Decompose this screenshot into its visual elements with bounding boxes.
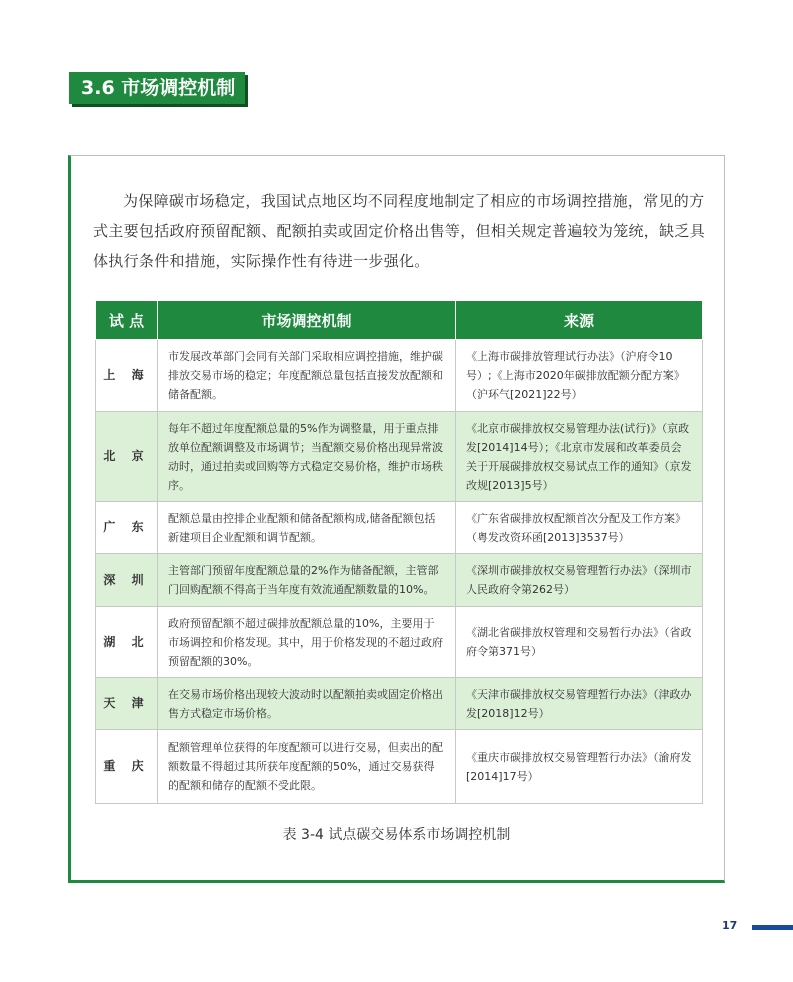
mechanism-cell: 政府预留配额不超过碳排放配额总量的10%，主要用于市场调控和价格发现。其中，用于价格发现的不超过政府预留配额的30%。 (158, 607, 456, 678)
header-pilot: 试 点 (96, 301, 158, 340)
mechanism-cell: 在交易市场价格出现较大波动时以配额拍卖或固定价格出售方式稳定市场价格。 (158, 678, 456, 730)
pilot-cell: 北 京 (96, 412, 158, 502)
pilot-cell: 广 东 (96, 502, 158, 554)
pilot-cell: 上 海 (96, 340, 158, 412)
table-row (96, 554, 703, 607)
mechanism-cell: 配额总量由控排企业配额和储备配额构成,储备配额包括新建项目企业配额和调节配额。 (158, 502, 456, 554)
pilot-cell: 深 圳 (96, 554, 158, 607)
table-caption: 表 3-4 试点碳交易体系市场调控机制 (282, 827, 511, 843)
mechanism-cell: 市发展改革部门会同有关部门采取相应调控措施，维护碳排放交易市场的稳定；年度配额总量包括直接发放配额和储备配额。 (158, 340, 456, 412)
intro-paragraph: 为保障碳市场稳定，我国试点地区均不同程度地制定了相应的市场调控措施，常见的方式主要包括政府预留配额、配额拍卖或固定价格出售等，但相关规定普遍较为笼统，缺乏具体执行条件和措施，实际操作性有待进一步强化。 (93, 192, 706, 270)
source-cell: 《重庆市碳排放权交易管理暂行办法》（渝府发[2014]17号） (456, 730, 703, 804)
pilot-cell: 湖 北 (96, 607, 158, 678)
source-cell: 《北京市碳排放权交易管理办法(试行)》（京政发[2014]14号）；《北京市发展和改革委员会关于开展碳排放权交易试点工作的通知》（京发改规[2013]5号） (456, 412, 703, 502)
source-cell: 《天津市碳排放权交易管理暂行办法》（津政办发[2018]12号） (456, 678, 703, 730)
header-source: 来源 (456, 301, 703, 340)
control-mechanism-table (95, 300, 703, 804)
table-row (96, 607, 703, 678)
pilot-cell: 天 津 (96, 678, 158, 730)
table-row (96, 340, 703, 412)
table-row (96, 502, 703, 554)
source-cell: 《上海市碳排放管理试行办法》（沪府令10号）;《上海市2020年碳排放配额分配方案》（沪环气[2021]22号） (456, 340, 703, 412)
page-number-bar (752, 925, 793, 930)
source-cell: 《湖北省碳排放权管理和交易暂行办法》（省政府令第371号） (456, 607, 703, 678)
table-header-row (96, 301, 703, 340)
table-row (96, 678, 703, 730)
mechanism-cell: 配额管理单位获得的年度配额可以进行交易，但卖出的配额数量不得超过其所获年度配额的50%，通过交易获得的配额和储存的配额不受此限。 (158, 730, 456, 804)
header-mechanism: 市场调控机制 (158, 301, 456, 340)
section-title: 3.6 市场调控机制 (69, 72, 245, 104)
table-row (96, 730, 703, 804)
source-cell: 《深圳市碳排放权交易管理暂行办法》（深圳市人民政府令第262号） (456, 554, 703, 607)
mechanism-cell: 主管部门预留年度配额总量的2%作为储备配额，主管部门回购配额不得高于当年度有效流通配额数量的10%。 (158, 554, 456, 607)
table-row (96, 412, 703, 502)
page-number: 17 (722, 919, 738, 932)
pilot-cell: 重 庆 (96, 730, 158, 804)
mechanism-cell: 每年不超过年度配额总量的5%作为调整量，用于重点排放单位配额调整及市场调节；当配额交易价格出现异常波动时，通过拍卖或回购等方式稳定交易价格，维护市场秩序。 (158, 412, 456, 502)
source-cell: 《广东省碳排放权配额首次分配及工作方案》（粤发改资环函[2013]3537号） (456, 502, 703, 554)
